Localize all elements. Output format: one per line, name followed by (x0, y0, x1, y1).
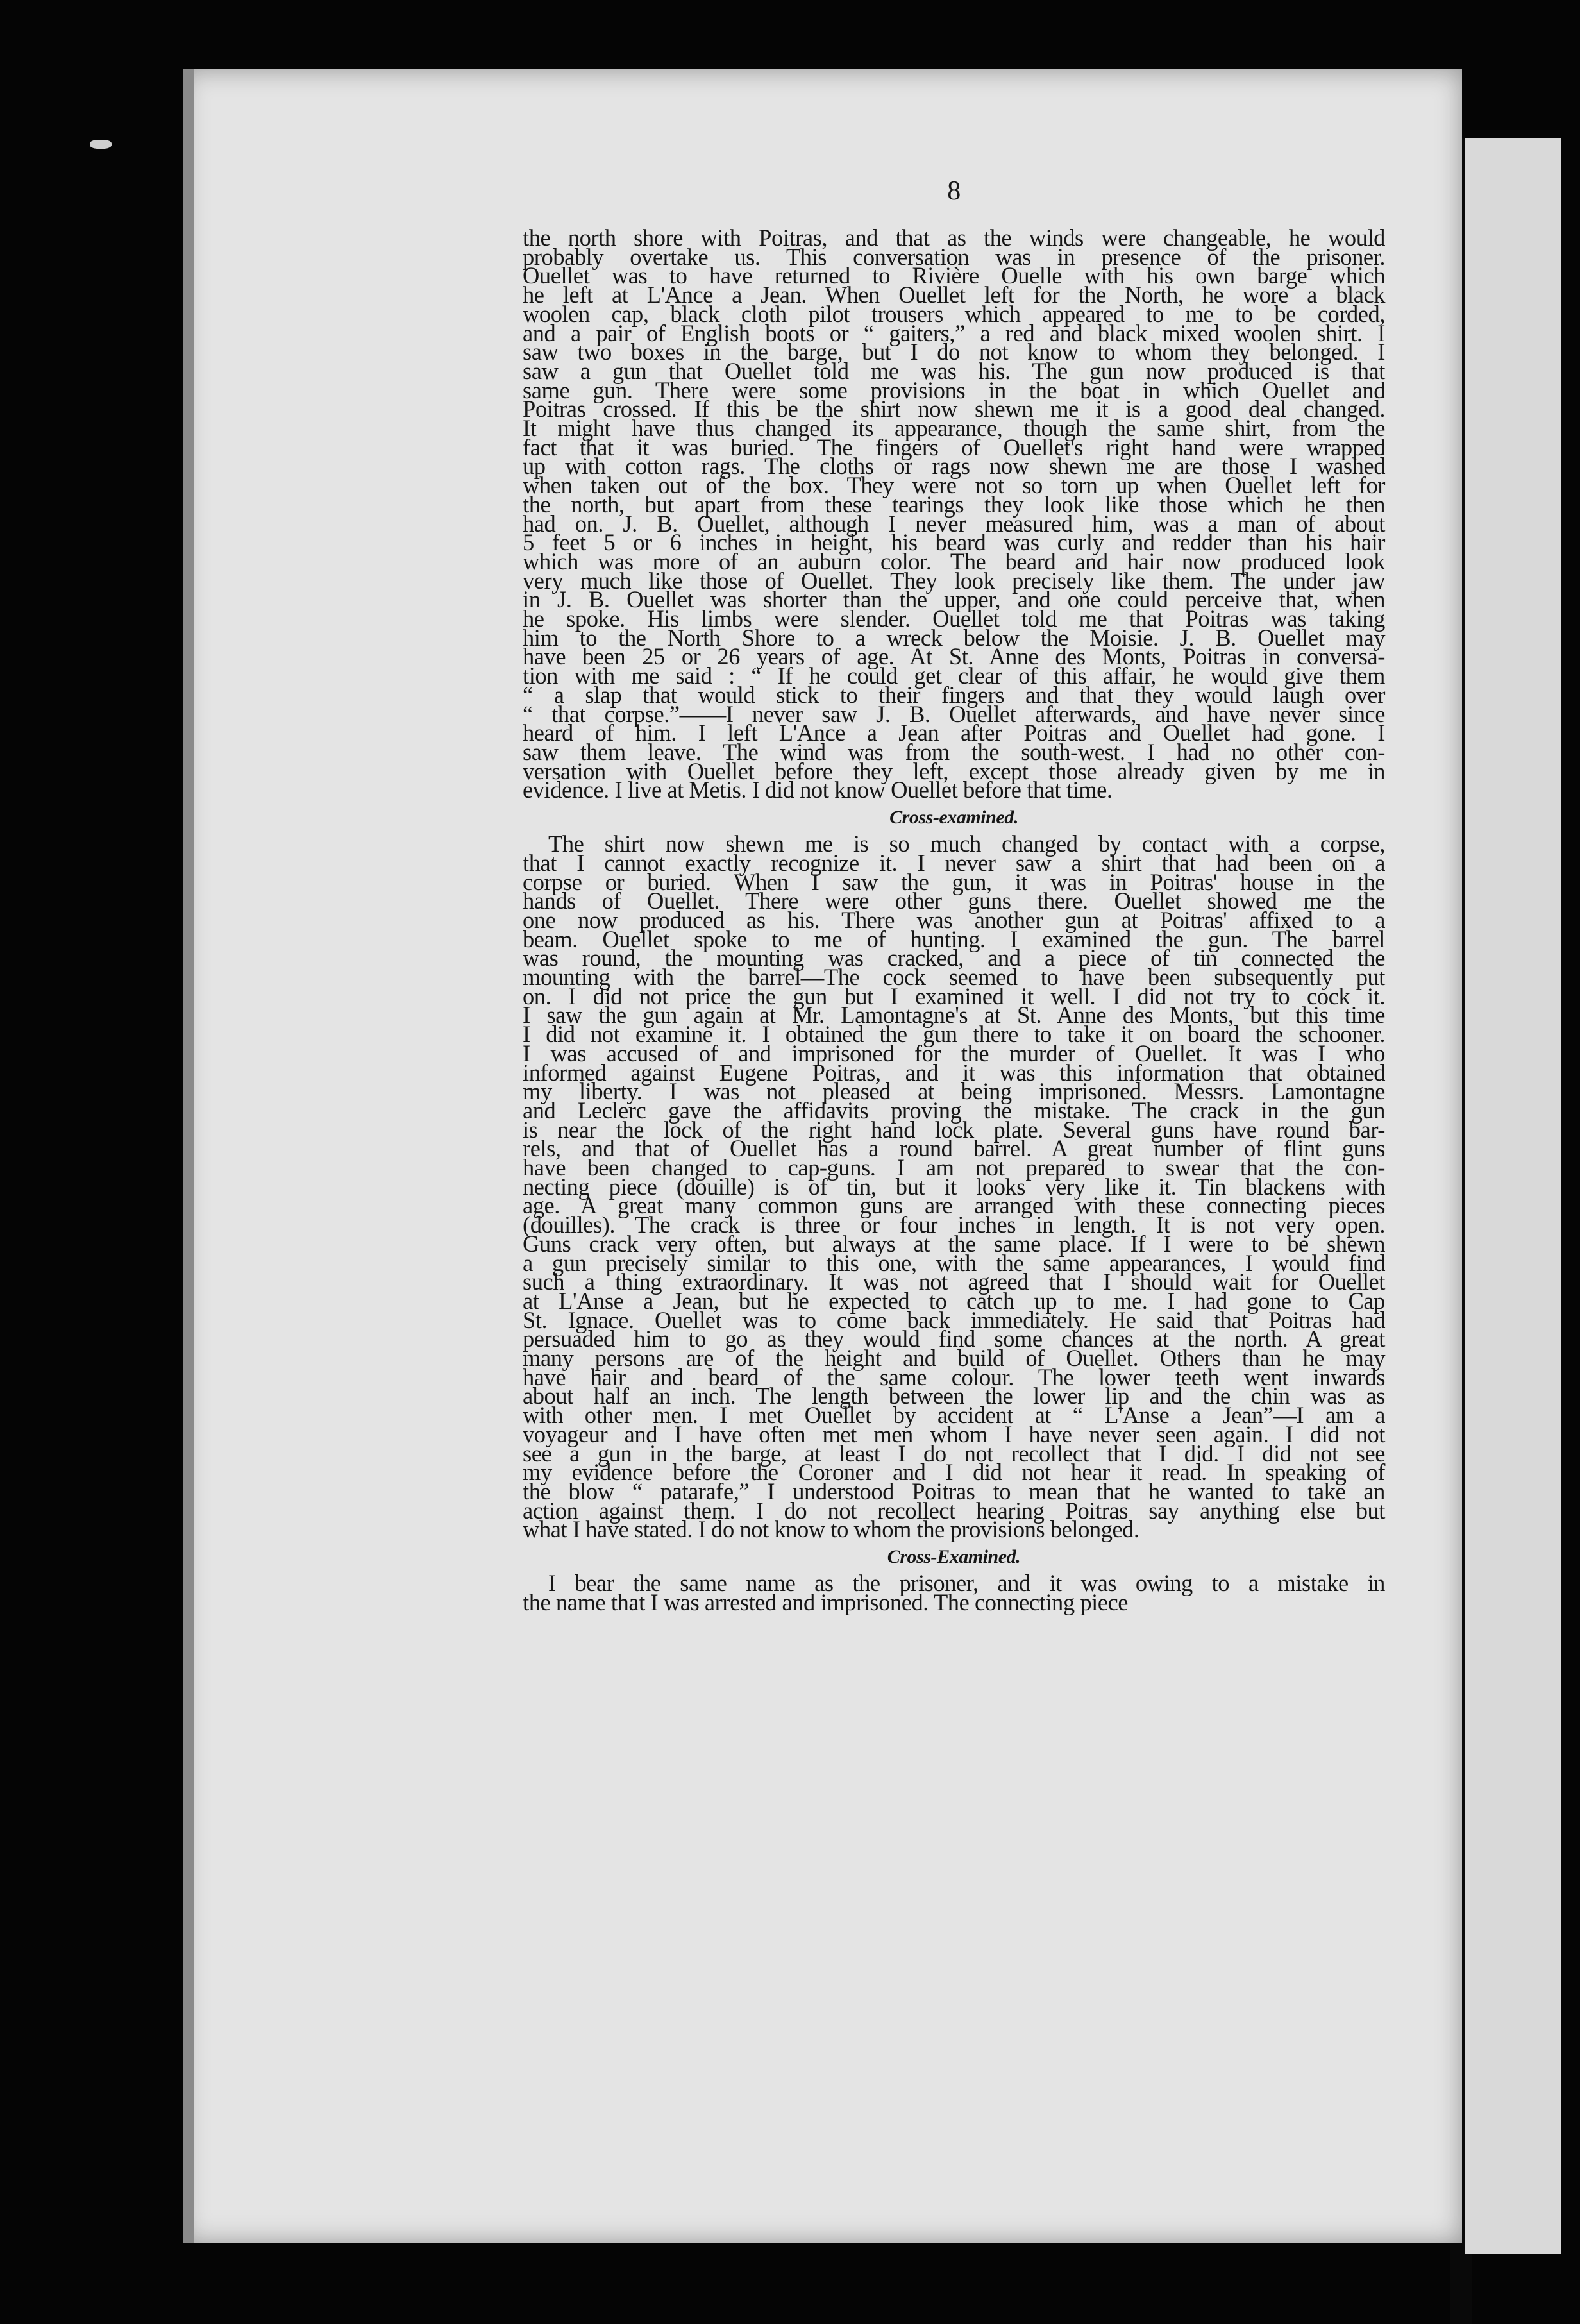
text-line: persuaded him to go as they would find some chances at the north. A great (523, 1326, 1385, 1352)
text-line: was round, the mounting was cracked, and a piece of tin connected the (523, 945, 1385, 972)
text-line: the name that I was arrested and imprisoned. The connecting piece (523, 1588, 1129, 1615)
paragraph (523, 1570, 1385, 1615)
text-line: voyageur and I have often met men whom I have never seen again. I did not (523, 1420, 1385, 1447)
text-line: have been 25 or 26 years of age. At St. Anne des Monts, Poitras in conversa- (523, 643, 1385, 670)
text-line: tion with me said : “ If he could get clear of this affair, he would give them (523, 662, 1385, 689)
text-line: heard of him. I left L'Ance a Jean after Poitras and Ouellet had gone. I (523, 720, 1385, 746)
text-line: my evidence before the Coroner and I did not hear it read. In speaking of (523, 1459, 1385, 1486)
text-line: he left at L'Ance a Jean. When Ouellet left for the North, he wore a black (523, 282, 1385, 308)
text-line: I was accused of and imprisoned for the murder of Ouellet. It was I who (523, 1040, 1385, 1066)
text-line: one now produced as his. There was another gun at Poitras' affixed to a (523, 906, 1385, 933)
text-line: the blow “ patarafe,” I understood Poitras to mean that he wanted to take an (523, 1478, 1385, 1504)
text-line: beam. Ouellet spoke to me of hunting. I examined the gun. The barrel (523, 925, 1385, 952)
text-line: same gun. There were some provisions in the boat in which Ouellet and (523, 376, 1385, 403)
text-line: action against them. I do not recollect hearing Poitras say anything else but (523, 1497, 1385, 1524)
text-line: saw them leave. The wind was from the south-west. I had no other con- (523, 738, 1385, 765)
text-line: Guns crack very often, but always at the same place. If I were to be shewn (523, 1230, 1385, 1257)
text-line: what I have stated. I do not know to whom the provisions belonged. (523, 1516, 1139, 1543)
text-line: corpse or buried. When I saw the gun, it was in Poitras' house in the (523, 868, 1385, 895)
text-line: he spoke. His limbs were slender. Ouellet told me that Poitras was taking (523, 605, 1385, 632)
text-line: my liberty. I was not pleased at being imprisoned. Messrs. Lamontagne (523, 1078, 1385, 1105)
text-line: rels, and that of Ouellet has a round barrel. A great number of flint guns (523, 1135, 1385, 1162)
text-line: and a pair of English boots or “ gaiters,” a red and black mixed woolen shirt. I (523, 319, 1385, 346)
text-line: saw a gun that Ouellet told me was his. The gun now produced is that (523, 357, 1385, 384)
text-line: the north shore with Poitras, and that as the winds were changeable, he would (523, 224, 1385, 251)
text-line: fact that it was buried. The fingers of Ouellet's right hand were wrapped (523, 434, 1385, 460)
text-line: I saw the gun again at Mr. Lamontagne's at St. Anne des Monts, but this time (523, 1002, 1385, 1029)
text-line: 5 feet 5 or 6 inches in height, his beard was curly and redder than his hair (523, 529, 1385, 556)
text-line: many persons are of the height and build of Ouellet. Others than he may (523, 1345, 1385, 1372)
paragraph (523, 830, 1385, 1543)
text-line: about half an inch. The length between the lower lip and the chin was as (523, 1383, 1385, 1410)
text-line: age. A great many common guns are arranged with these connecting pieces (523, 1192, 1385, 1219)
text-line: him to the North Shore to a wreck below the Moisie. J. B. Ouellet may (523, 624, 1385, 651)
text-line: “ that corpse.”——I never saw J. B. Ouellet afterwards, and have never since (523, 700, 1385, 727)
text-line: mounting with the barrel—The cock seemed to have been subsequently put (523, 964, 1385, 991)
text-line: necting piece (douille) is of tin, but it looks very like it. Tin blackens with (523, 1173, 1385, 1200)
text-line: (douilles). The crack is three or four inches in length. It is not very open. (523, 1211, 1385, 1238)
scan-speck (90, 140, 112, 149)
text-line: in J. B. Ouellet was shorter than the upper, and one could perceive that, when (523, 586, 1385, 613)
text-line: evidence. I live at Metis. I did not know Ouellet before that time. (523, 777, 1113, 804)
text-line: the north, but apart from these tearings they look like those which he then (523, 491, 1385, 518)
next-page-edge (1465, 138, 1561, 2254)
text-line: very much like those of Ouellet. They look precisely like them. The under jaw (523, 567, 1385, 594)
text-line: probably overtake us. This conversation was in presence of the prisoner. (523, 243, 1385, 270)
text-line: at L'Anse a Jean, but he expected to catch up to me. I had gone to Cap (523, 1287, 1385, 1314)
text-line: Poitras crossed. If this be the shirt now shewn me it is a good deal changed. (523, 396, 1385, 423)
text-line: a gun precisely similar to this one, with the same appearances, I would find (523, 1249, 1385, 1276)
text-line: that I cannot exactly recognize it. I never saw a shirt that had been on a (523, 849, 1385, 876)
text-line: and Leclerc gave the affidavits proving the mistake. The crack in the gun (523, 1097, 1385, 1124)
page-number: 8 (947, 176, 961, 206)
text-line: had on. J. B. Ouellet, although I never measured him, was a man of about (523, 510, 1385, 537)
page-binding-edge (183, 69, 194, 2243)
text-line: up with cotton rags. The cloths or rags now shewn me are those I washed (523, 453, 1385, 480)
text-line: which was more of an auburn color. The beard and hair now produced look (523, 548, 1385, 575)
section-heading: Cross-Examined. (887, 1546, 1021, 1568)
document-sections (523, 224, 1385, 1615)
section-heading: Cross-examined. (889, 807, 1018, 829)
text-line: see a gun in the barge, at least I do not recollect that I did. I did not see (523, 1440, 1385, 1467)
text-line: I bear the same name as the prisoner, and it was owing to a mistake in (548, 1570, 1385, 1597)
text-line: such a thing extraordinary. It was not agreed that I should wait for Ouellet (523, 1268, 1385, 1295)
text-line: I did not examine it. I obtained the gun there to take it on board the schooner. (523, 1021, 1385, 1048)
text-line: hands of Ouellet. There were other guns there. Ouellet showed me the (523, 888, 1385, 914)
text-line: woolen cap, black cloth pilot trousers which appeared to me to be corded, (523, 300, 1385, 327)
text-line: St. Ignace. Ouellet was to come back immediately. He said that Poitras had (523, 1306, 1385, 1333)
text-line: “ a slap that would stick to their fingers and that they would laugh over (523, 681, 1385, 708)
text-line: is near the lock of the right hand lock plate. Several guns have round bar- (523, 1116, 1385, 1143)
text-line: have been changed to cap-guns. I am not prepared to swear that the con- (523, 1154, 1385, 1181)
text-line: when taken out of the box. They were not so torn up when Ouellet left for (523, 472, 1385, 499)
text-line: have hair and beard of the same colour. The lower teeth went inwards (523, 1363, 1385, 1390)
text-line: on. I did not price the gun but I examined it well. I did not try to cock it. (523, 982, 1385, 1009)
text-line: versation with Ouellet before they left, except those already given by me in (523, 757, 1385, 784)
document-text (523, 172, 1385, 1615)
text-line: with other men. I met Ouellet by accident at “ L'Anse a Jean”—I am a (523, 1402, 1385, 1429)
text-line: informed against Eugene Poitras, and it was this information that obtained (523, 1059, 1385, 1086)
text-line: saw two boxes in the barge, but I do not know to whom they belonged. I (523, 339, 1385, 366)
text-line: The shirt now shewn me is so much changed by contact with a corpse, (548, 830, 1385, 857)
text-line: Ouellet was to have returned to Rivière Ouelle with his own barge which (523, 262, 1385, 289)
text-line: It might have thus changed its appearance, though the same shirt, from the (523, 415, 1385, 442)
paragraph (523, 224, 1385, 804)
